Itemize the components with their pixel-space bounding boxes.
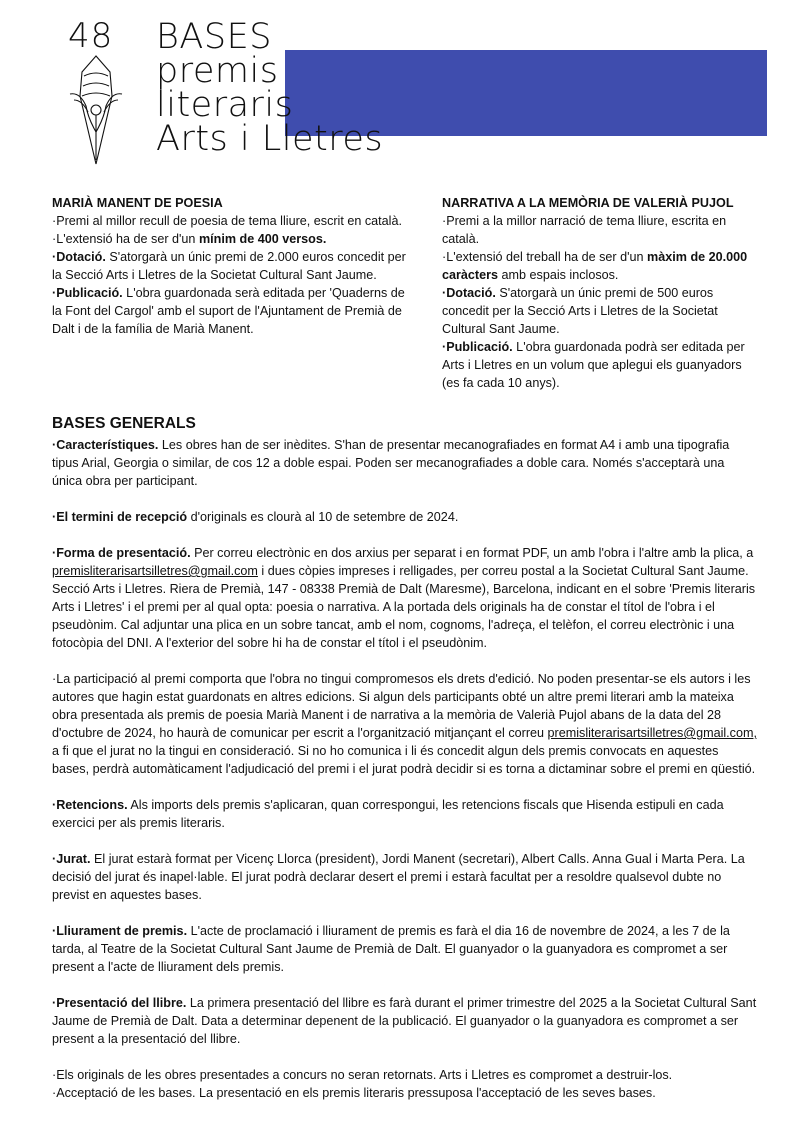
title-line: Arts i Lletres (156, 119, 384, 159)
bold-label: ·Dotació. (52, 250, 106, 264)
paragraph (52, 508, 757, 526)
page-title (156, 17, 384, 159)
bold-text: màxim de 20.000 caràcters (442, 250, 748, 282)
section-heading: MARIÀ MANENT DE POESIA (52, 196, 223, 210)
text: S'atorgarà un únic premi de 500 euros concedit per la Secció Arts i Lletres de la Societat Cultural Sant Jaume. (442, 286, 718, 336)
paragraph (52, 284, 412, 338)
paragraph (52, 248, 412, 284)
text: Les obres han de ser inèdites. S'han de presentar mecanografiades en format A4 i amb una tipografia tipus Arial, Georgia o similar, de cos 12 a doble espai. Poden ser mecanografiades a doble cara. Només s'acceptarà una única obra per participant. (52, 438, 730, 488)
bold-label: ·El termini de recepció (52, 510, 188, 524)
paragraph (52, 994, 757, 1048)
text: L'obra guardonada serà editada per 'Quaderns de la Font del Cargol' amb el suport de l'Ajuntament de Premià de Dalt i de la família de Marià Manent. (52, 286, 405, 336)
text: L'obra guardonada podrà ser editada per Arts i Lletres en un volum que aplegui els guanyadors (es fa cada 10 anys). (442, 340, 745, 390)
paragraph (442, 248, 762, 284)
paragraph (52, 544, 757, 652)
paragraph: ·Acceptació de les bases. La presentació en els premis literaris pressuposa l'acceptació de les seves bases. (52, 1086, 656, 1100)
text: d'originals es clourà al 10 de setembre de 2024. (187, 510, 459, 524)
title-line: literaris (156, 85, 294, 125)
title-line: premis (156, 51, 279, 91)
paragraph (52, 670, 757, 778)
bold-label: ·Publicació. (52, 286, 123, 300)
text: amb espais inclosos. (498, 268, 619, 282)
text: La primera presentació del llibre es farà durant el primer trimestre del 2025 a la Societat Cultural Sant Jaume de Premià de Dalt. Data a determinar depenent de la publicació. El guanyador o la guanyadora es compromet a ser present a la presentació del llibre. (52, 996, 757, 1046)
poetry-section (52, 194, 412, 338)
bold-text: mínim de 400 versos. (198, 232, 327, 246)
text: a fi que el jurat no la tingui en consideració. Si no ho comunica i li és concedit algun dels premis convocats en aquestes bases, perdrà automàticament l'adjudicació del premi i el jurat podrà decidir si es torna a dictaminar sobre el premi en qüestió. (52, 744, 756, 776)
paragraph (442, 284, 762, 338)
paragraph (52, 922, 757, 976)
title-line: BASES (156, 17, 272, 57)
bold-label: ·Jurat. (52, 852, 91, 866)
edition-number: 48 (68, 16, 114, 56)
text: ·La participació al premi comporta que l'obra no tingui compromesos els drets d'edició. No poden presentar-se els autors i les autores que hagin estat guardonats en altres edicions. Si algun dels participants obté un altre premi literari amb la mateixa obra presentada als premis de poesia Marià Manent i de narrativa a la memòria de Valerià Pujol abans de la data del 28 d'octubre de 2024, ho haurà de comunicar per escrit a l'organització mitjançant el correu (52, 672, 751, 740)
bold-label: ·Publicació. (442, 340, 513, 354)
email-link[interactable]: premisliterarisartsilletres@gmail.com (52, 564, 258, 578)
paragraph (52, 796, 757, 832)
text: Per correu electrònic en dos arxius per separat i en format PDF, un amb l'obra i l'altre amb la plica, a (190, 546, 754, 560)
bold-label: ·Dotació. (442, 286, 496, 300)
email-link[interactable]: premisliterarisartsilletres@gmail.com, (547, 726, 757, 740)
bold-label: ·Retencions. (52, 798, 128, 812)
text: i dues còpies impreses i relligades, per correu postal a la Societat Cultural Sant Jaume. Secció Arts i Lletres. Riera de Premià, 147 - 08338 Premià de Dalt (Maresme), Barcelona, indicant en el sobre 'Premis literaris Arts i Lletres' i el premi per al qual opta: poesia o narrativa. A la portada dels originals ha de constar el títol de l'obra i el pseudònim. Cal adjuntar una plica en un sobre tancat, amb el nom, cognoms, l'adreça, el telèfon, el correu electrònic i una fotocòpia del DNI. A l'exterior del sobre hi ha de constar el títol i el pseudònim. (52, 564, 756, 650)
section-heading: NARRATIVA A LA MEMÒRIA DE VALERIÀ PUJOL (442, 196, 734, 210)
text: El jurat estarà format per Vicenç Llorca (president), Jordi Manent (secretari), Albert Calls. Anna Gual i Marta Pera. La decisió del jurat és inapel·lable. El jurat podrà declarar desert el premi i estarà facultat per a resoldre qualsevol dubte no previst en aquestes bases. (52, 852, 745, 902)
bold-label: ·Característiques. (52, 438, 159, 452)
text: ·L'extensió ha de ser d'un (52, 232, 199, 246)
paragraph (52, 230, 412, 248)
section-heading: BASES GENERALS (52, 415, 196, 432)
bold-label: ·Presentació del llibre. (52, 996, 187, 1010)
paragraph: ·Premi al millor recull de poesia de tema lliure, escrit en català. (52, 214, 402, 228)
text: ·L'extensió del treball ha de ser d'un (442, 250, 648, 264)
paragraph (442, 338, 762, 392)
bold-label: ·Lliurament de premis. (52, 924, 188, 938)
paragraph (52, 436, 757, 490)
paragraph (52, 850, 757, 904)
bold-label: ·Forma de presentació. (52, 546, 191, 560)
text: L'acte de proclamació i lliurament de premis es farà el dia 16 de novembre de 2024, a les 7 de la tarda, al Teatre de la Societat Cultural Sant Jaume de Premià de Dalt. El guanyador o la guanyadora es compromet a ser present a l'acte de lliurament dels premis. (52, 924, 730, 974)
paragraph: ·Premi a la millor narració de tema lliure, escrita en català. (442, 214, 727, 246)
narrative-section (442, 194, 762, 392)
page-header (0, 0, 800, 180)
general-rules-section (52, 414, 757, 1102)
text: Als imports dels premis s'aplicaran, quan correspongui, les retencions fiscals que Hisenda estipuli en cada exercici per als premis literaris. (52, 798, 724, 830)
paragraph: ·Els originals de les obres presentades a concurs no seran retornats. Arts i Lletres es compromet a destruir-los. (52, 1068, 673, 1082)
fountain-pen-nib-icon (66, 52, 126, 170)
text: S'atorgarà un únic premi de 2.000 euros concedit per la Secció Arts i Lletres de la Societat Cultural Sant Jaume. (52, 250, 406, 282)
